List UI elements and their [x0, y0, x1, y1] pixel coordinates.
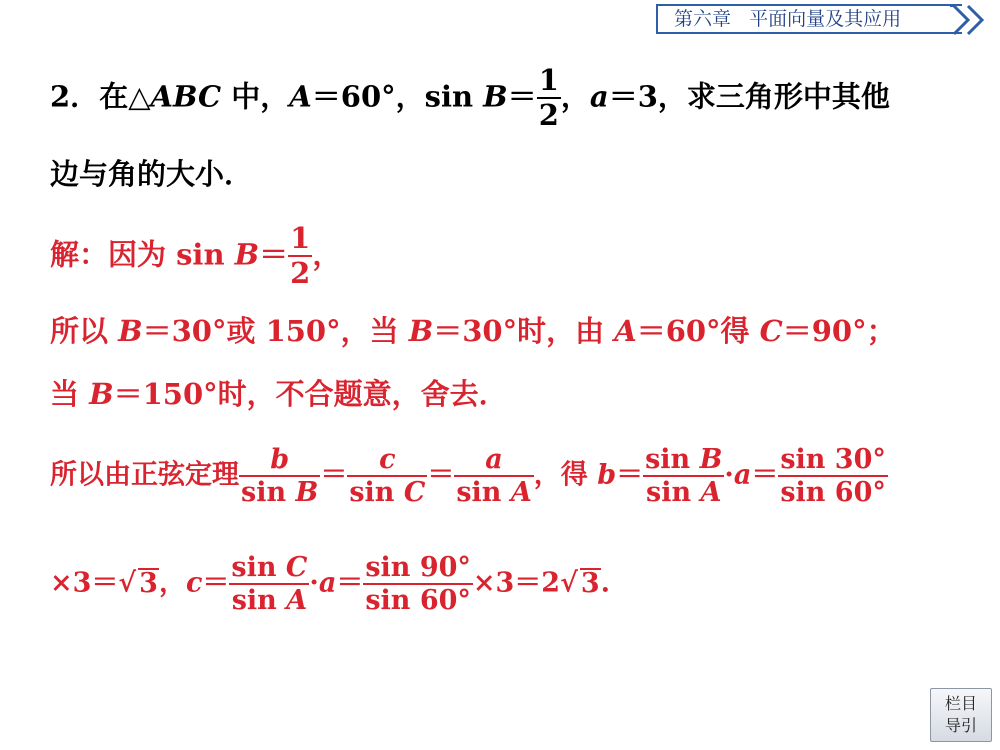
frac-den: sin 60° — [365, 585, 471, 617]
fraction-sinC-sinA — [229, 552, 309, 616]
text: 所以 — [50, 314, 119, 348]
frac-num: 1 — [290, 221, 311, 255]
var-A: A — [289, 79, 312, 114]
text: ＝150°时，不合题意，舍去． — [113, 377, 508, 411]
fraction-sinB-sinA — [643, 444, 724, 508]
text: ＝ — [507, 79, 537, 114]
frac-num: b — [270, 444, 290, 475]
sqrt-symbol: √ — [118, 567, 137, 599]
var-B: B — [408, 314, 434, 348]
var-B: B — [118, 314, 143, 348]
solution-line-4 — [50, 444, 888, 508]
equals: ＝ — [751, 459, 779, 491]
text: ＝60°得 — [636, 314, 760, 348]
sqrt-value: 3 — [139, 567, 158, 599]
fraction-a-sinA — [454, 444, 533, 508]
nav-label-2: 导引 — [944, 716, 977, 735]
problem-line-2: 边与角的大小． — [50, 157, 254, 191]
text: ＝60°，sin — [311, 79, 484, 114]
sqrt-symbol: √ — [560, 567, 578, 599]
var-C: C — [759, 314, 783, 348]
double-chevron-right-icon — [950, 2, 1000, 38]
text: 解：因为 sin — [50, 237, 235, 272]
chapter-header — [656, 4, 962, 34]
var-c: c — [185, 567, 203, 599]
solution-line-5 — [50, 552, 610, 616]
var-a: a — [318, 567, 337, 599]
dot-operator: · — [309, 567, 319, 599]
frac-num: 1 — [538, 63, 559, 97]
text: sin — [646, 477, 701, 509]
text: 所以由正弦定理 — [50, 459, 239, 491]
frac-den: 2 — [538, 98, 559, 133]
text: ＝90°； — [782, 314, 896, 348]
text: 中， — [221, 79, 290, 114]
var: A — [700, 477, 722, 509]
problem-line-1 — [50, 64, 890, 133]
var-a: a — [589, 79, 609, 114]
fraction-half — [288, 222, 312, 291]
section-nav-button[interactable] — [930, 688, 992, 742]
text: sin — [456, 477, 511, 509]
fraction-c-sinC — [347, 444, 427, 508]
text: ， — [312, 237, 342, 272]
text: sin — [645, 444, 700, 475]
text: 在△ — [99, 79, 151, 114]
var: A — [510, 477, 532, 509]
text: ＝30°或 150°，当 — [142, 314, 409, 348]
text: ， — [560, 79, 590, 114]
var: C — [403, 477, 426, 509]
var-a: a — [733, 459, 752, 491]
var-B: B — [483, 79, 508, 114]
chapter-label: 第六章 — [674, 8, 732, 30]
frac-den: 2 — [290, 256, 311, 291]
var-B: B — [89, 377, 114, 411]
var-abc: ABC — [150, 79, 222, 114]
text: ×3＝ — [50, 567, 119, 599]
text: ， — [158, 567, 186, 599]
frac-num: sin 90° — [365, 552, 471, 583]
var-A: A — [614, 314, 637, 348]
equals: ＝ — [427, 459, 455, 491]
frac-num: c — [379, 444, 396, 475]
solution-line-3 — [50, 377, 508, 411]
text: sin — [241, 477, 296, 509]
solution-line-2 — [50, 314, 896, 348]
text: 当 — [50, 377, 90, 411]
equals: ＝ — [320, 459, 348, 491]
text: ×3＝2 — [472, 567, 561, 599]
var: B — [295, 477, 319, 509]
solution-line-1 — [50, 222, 341, 291]
var: C — [285, 552, 308, 583]
nav-label-1: 栏目 — [944, 694, 977, 713]
frac-num: a — [485, 444, 503, 475]
chapter-title: 平面向量及其应用 — [749, 8, 902, 30]
text: ，得 — [533, 459, 598, 491]
fraction-sin30-sin60 — [778, 444, 888, 508]
sqrt-value: 3 — [580, 567, 600, 599]
text: sin — [231, 552, 286, 583]
dot-operator: · — [724, 459, 734, 491]
var-b: b — [597, 459, 617, 491]
text: . — [600, 567, 611, 599]
text: sin — [349, 477, 404, 509]
fraction-half — [537, 64, 561, 133]
var: B — [699, 444, 723, 475]
frac-den: sin 60° — [780, 477, 886, 509]
fraction-b-sinB — [239, 444, 320, 508]
problem-number: 2． — [50, 79, 100, 114]
text: ＝30°时，由 — [433, 314, 615, 348]
text: ＝3，求三角形中其他 — [608, 79, 890, 114]
equals: ＝ — [616, 459, 644, 491]
fraction-sin90-sin60 — [363, 552, 473, 616]
equals: ＝ — [202, 567, 230, 599]
var: A — [286, 585, 308, 617]
text: ＝ — [259, 237, 289, 272]
var-B: B — [234, 237, 260, 272]
frac-num: sin 30° — [780, 444, 886, 475]
text: sin — [231, 585, 287, 617]
equals: ＝ — [336, 567, 364, 599]
